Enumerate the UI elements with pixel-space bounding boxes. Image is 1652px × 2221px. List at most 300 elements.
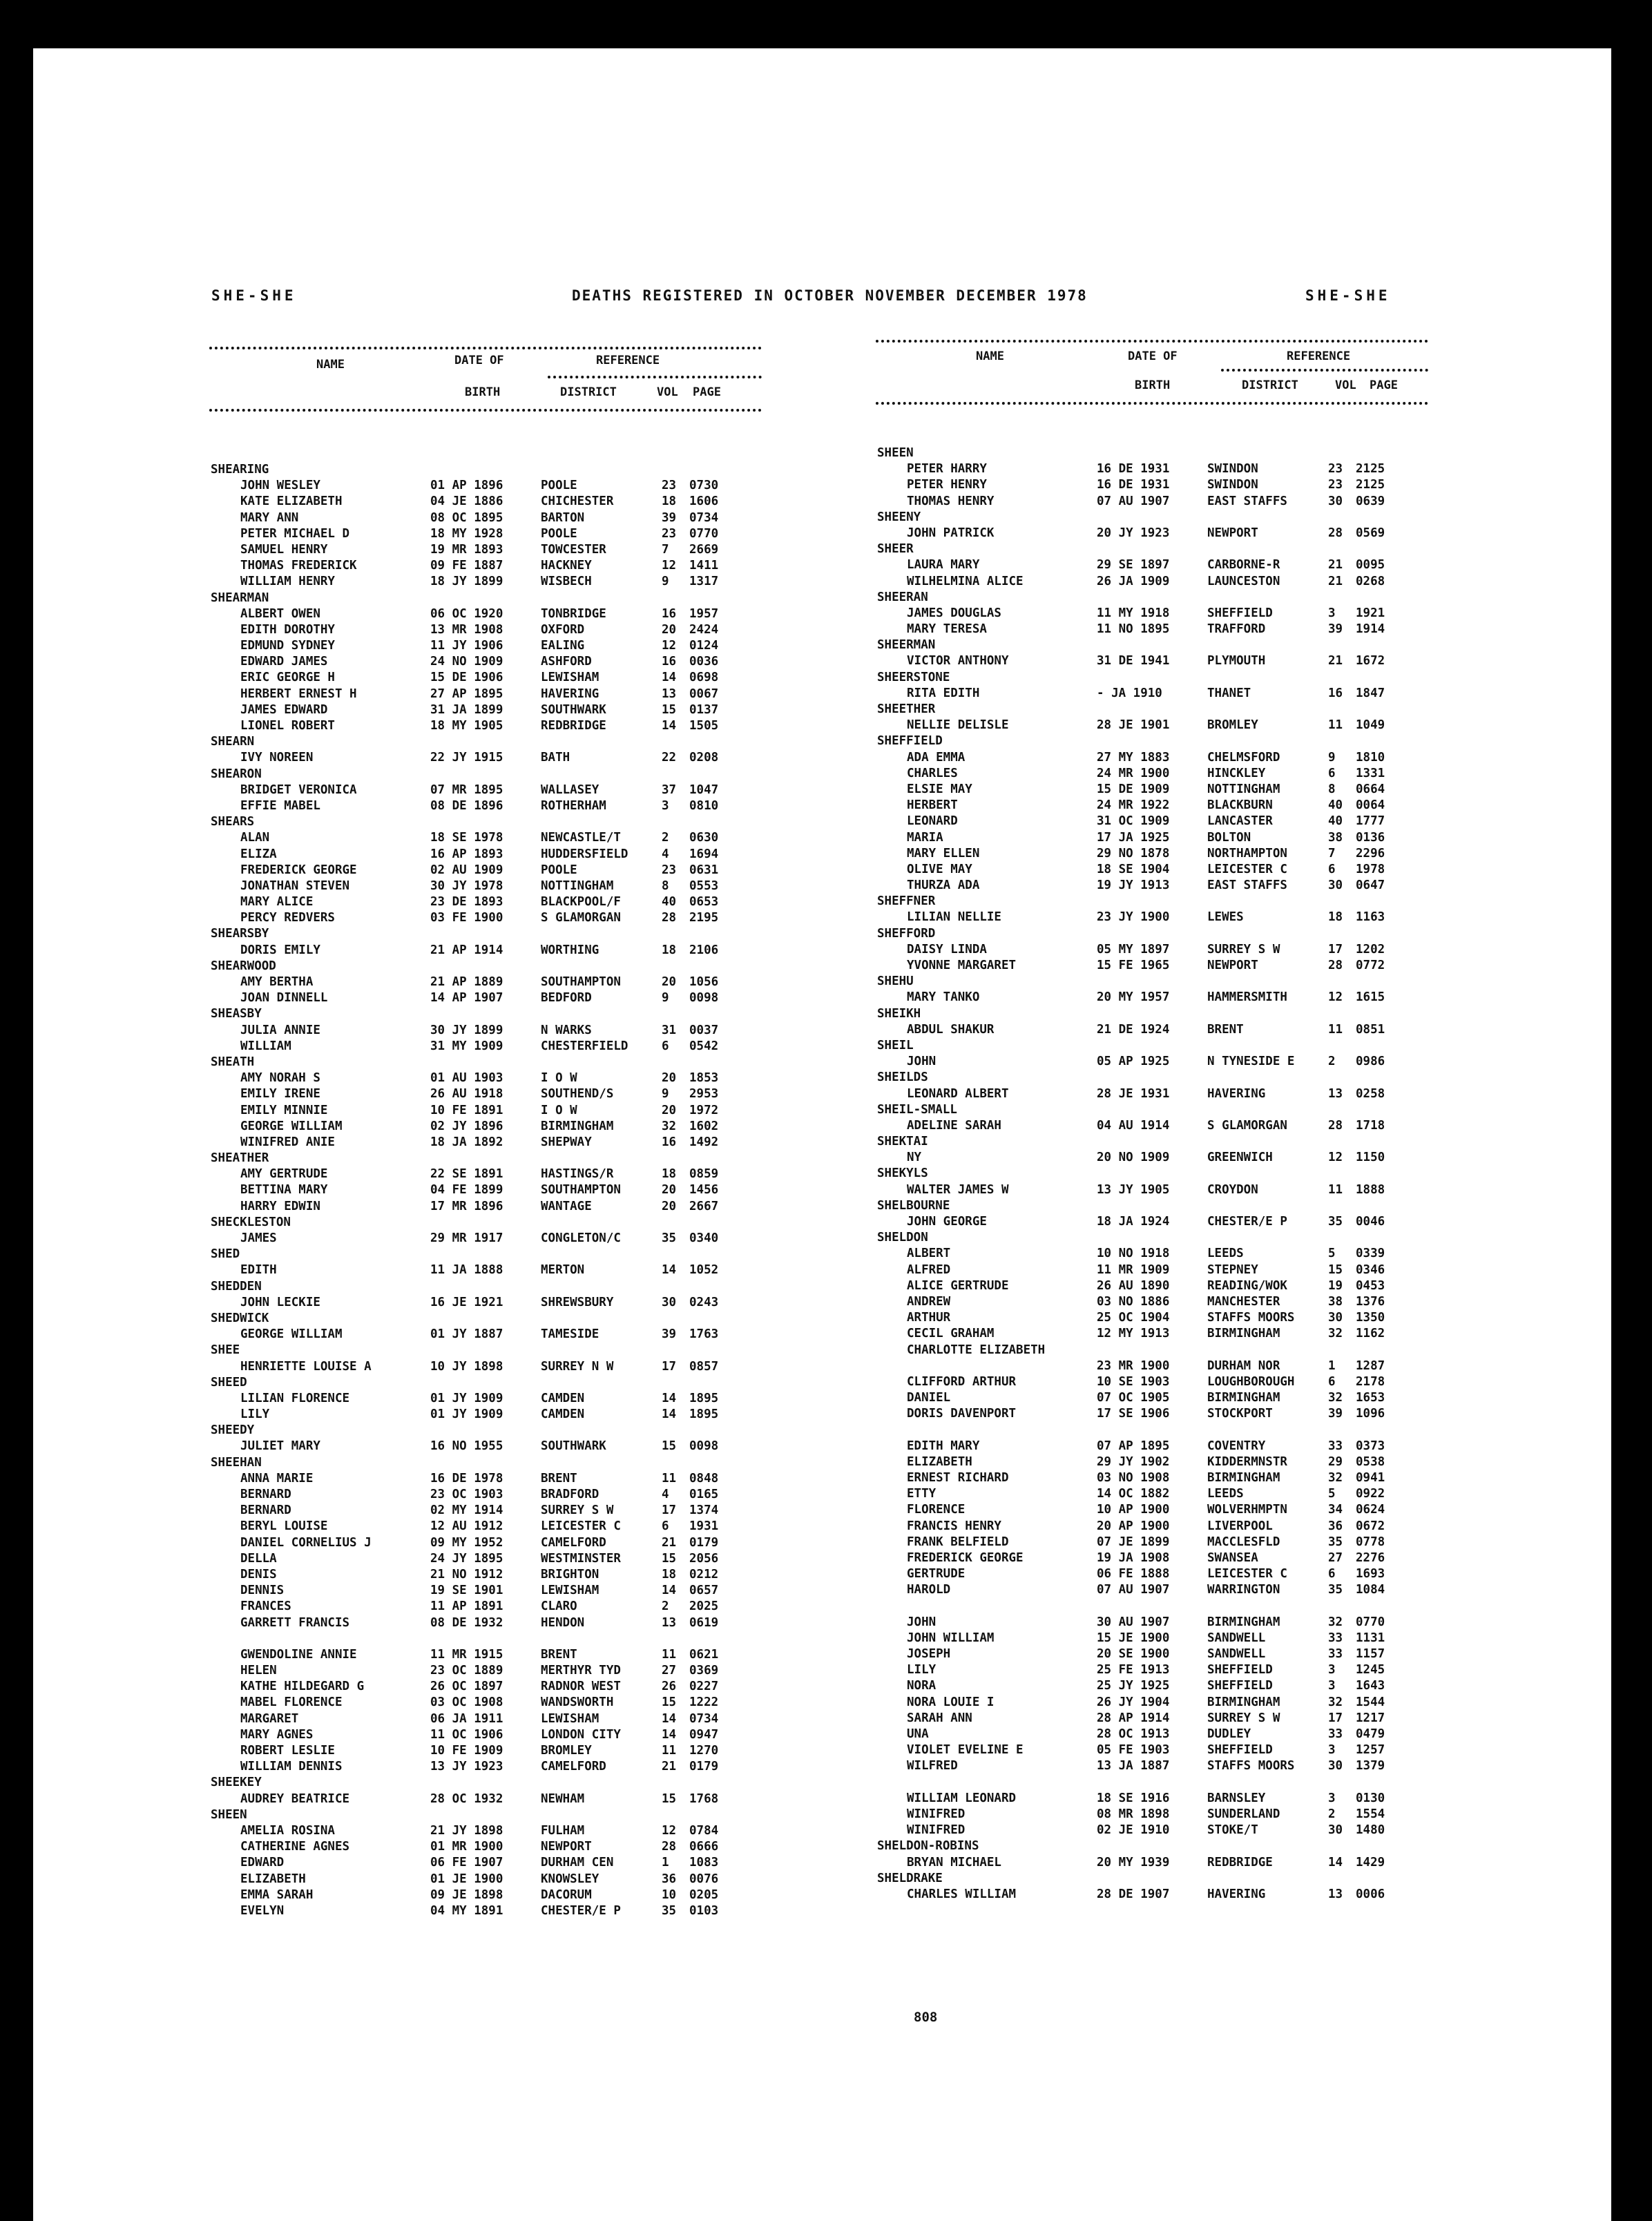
page-ref: 1847: [1356, 686, 1385, 700]
district: CONGLETON/C: [541, 1231, 621, 1245]
volume: 21: [1328, 558, 1343, 573]
surname-heading: [209, 1376, 762, 1392]
page-ref: 0046: [1356, 1215, 1385, 1229]
surname-heading: [876, 590, 1428, 606]
date-of-birth: 29 NO 1878: [1097, 846, 1170, 860]
page-ref: 0076: [689, 1872, 719, 1886]
date-of-birth: 10 JY 1898: [430, 1359, 503, 1374]
forenames: EDITH DOROTHY: [240, 622, 335, 637]
date-of-birth: 16 AP 1893: [430, 847, 503, 861]
entry-row: [876, 1471, 1428, 1487]
entry-row: [209, 1488, 762, 1503]
entry-row: [209, 1023, 762, 1039]
date-of-birth: 11 MR 1909: [1097, 1262, 1170, 1277]
forenames: ADA EMMA: [907, 750, 966, 765]
page-ref: 0859: [689, 1167, 719, 1182]
surname-heading: [876, 1872, 1428, 1887]
header-district: DISTRICT: [1242, 378, 1298, 392]
volume: 15: [662, 1439, 677, 1454]
page-ref: 0630: [689, 831, 719, 845]
surname-heading: [209, 1247, 762, 1263]
volume: 40: [1328, 814, 1343, 829]
page-ref: 0538: [1356, 1454, 1385, 1469]
volume: 32: [1328, 1615, 1343, 1629]
volume: 3: [1328, 1679, 1336, 1693]
forenames: THOMAS FREDERICK: [240, 559, 357, 573]
district: NOTTINGHAM: [541, 878, 614, 893]
date-of-birth: 05 FE 1903: [1097, 1743, 1170, 1758]
date-of-birth: 01 MR 1900: [430, 1840, 503, 1854]
forenames: EMILY MINNIE: [240, 1103, 328, 1117]
date-of-birth: 31 DE 1941: [1097, 654, 1170, 669]
header-name: NAME: [316, 358, 345, 372]
forenames: DAISY LINDA: [907, 942, 987, 956]
district: TONBRIDGE: [541, 606, 606, 621]
district: SOUTHAMPTON: [541, 975, 621, 989]
surname: SHEERAN: [877, 590, 928, 604]
entry-row: [209, 1856, 762, 1872]
surname: SHEDDEN: [211, 1279, 262, 1294]
volume: 11: [662, 1647, 677, 1662]
district: CARBORNE-R: [1207, 558, 1280, 573]
volume: 32: [1328, 1391, 1343, 1405]
date-of-birth: 18 JA 1892: [430, 1135, 503, 1149]
district: SHEFFIELD: [1207, 1679, 1273, 1693]
surname-heading: [209, 1311, 762, 1327]
forenames: WILLIAM: [240, 1039, 291, 1053]
page-ref: 0619: [689, 1615, 719, 1630]
district: BRENT: [541, 1471, 577, 1486]
surname-heading: [876, 1839, 1428, 1855]
forenames: MABEL FLORENCE: [240, 1695, 343, 1710]
district: WOLVERHMPTN: [1207, 1503, 1287, 1517]
district: LOUGHBOROUGH: [1207, 1374, 1295, 1389]
entry-row: [209, 1407, 762, 1423]
page-ref: 1157: [1356, 1647, 1385, 1662]
volume: 30: [1328, 494, 1343, 508]
page-ref: 1456: [689, 1183, 719, 1198]
date-of-birth: 03 NO 1886: [1097, 1294, 1170, 1309]
district: FULHAM: [541, 1823, 585, 1838]
district: NEWHAM: [541, 1791, 585, 1806]
entry-row: [209, 911, 762, 927]
entry-row: [209, 1392, 762, 1407]
surname: SHEARS: [211, 815, 255, 829]
surname-heading: [209, 1151, 762, 1167]
entry-row: [876, 1567, 1428, 1583]
district: REDBRIDGE: [541, 719, 606, 733]
forenames: GERTRUDE: [907, 1567, 966, 1581]
forenames: GEORGE WILLIAM: [240, 1119, 343, 1133]
entry-row: [209, 559, 762, 575]
forenames: JOHN: [907, 1615, 937, 1629]
district: TAMESIDE: [541, 1327, 599, 1342]
surname-heading: [876, 1231, 1428, 1247]
forenames: ANDREW: [907, 1294, 951, 1309]
forenames: WINIFRED: [907, 1807, 966, 1821]
district: MERTON: [541, 1263, 585, 1278]
forenames: LIONEL ROBERT: [240, 719, 335, 733]
forenames: BRIDGET VERONICA: [240, 782, 357, 797]
district: HUDDERSFIELD: [541, 847, 628, 861]
entry-row: [876, 1759, 1428, 1775]
surname-heading: [876, 927, 1428, 943]
entry-row: [876, 1407, 1428, 1423]
district: HACKNEY: [541, 559, 592, 573]
surname-heading: [876, 1070, 1428, 1086]
date-of-birth: 11 JY 1906: [430, 639, 503, 653]
date-of-birth: 18 MY 1928: [430, 526, 503, 541]
forenames: EMMA SARAH: [240, 1887, 314, 1902]
page-ref: 1888: [1356, 1182, 1385, 1197]
forenames: RITA EDITH: [907, 686, 980, 700]
date-of-birth: 26 OC 1897: [430, 1680, 503, 1694]
forenames: PETER MICHAEL D: [240, 526, 350, 541]
entry-row: [876, 1807, 1428, 1823]
surname-heading: [876, 446, 1428, 462]
district: WORTHING: [541, 943, 599, 957]
date-of-birth: 23 OC 1889: [430, 1664, 503, 1678]
district: BATH: [541, 751, 570, 765]
surname: SHECKLESTON: [211, 1215, 291, 1229]
entry-row: [209, 1472, 762, 1488]
entry-row: [209, 1167, 762, 1183]
district: BRIGHTON: [541, 1567, 599, 1581]
date-of-birth: 07 AU 1907: [1097, 494, 1170, 508]
scan-edge-mark: [0, 283, 12, 366]
surname: SHEARING: [211, 463, 269, 477]
page-ref: 0098: [689, 1439, 719, 1454]
forenames: CATHERINE AGNES: [240, 1840, 350, 1854]
page-ref: 1163: [1356, 910, 1385, 925]
page-number: 808: [914, 2010, 938, 2025]
date-of-birth: 31 JA 1899: [430, 702, 503, 717]
surname-heading: [876, 734, 1428, 750]
page-ref: 0772: [1356, 959, 1385, 972]
surname-heading: [209, 735, 762, 751]
volume: 9: [662, 1087, 669, 1102]
surname-heading: [209, 1776, 762, 1791]
page-ref: 1602: [689, 1119, 719, 1133]
page-ref: 0770: [1356, 1615, 1385, 1629]
volume: 14: [662, 1391, 677, 1405]
surname-heading: [876, 638, 1428, 654]
date-of-birth: 28 OC 1932: [430, 1791, 503, 1806]
volume: 12: [1328, 1151, 1343, 1165]
volume: 11: [662, 1471, 677, 1486]
forenames: THURZA ADA: [907, 878, 980, 893]
entry-row: [876, 1679, 1428, 1695]
forenames: MARY ALICE: [240, 895, 314, 910]
district: SHEPWAY: [541, 1135, 592, 1149]
entry-row: [876, 814, 1428, 830]
forenames: KATE ELIZABETH: [240, 494, 343, 509]
entry-row: [209, 543, 762, 559]
district: REDBRIDGE: [1207, 1855, 1273, 1869]
forenames: GEORGE WILLIAM: [240, 1327, 343, 1342]
forenames: WILFRED: [907, 1759, 958, 1773]
surname: SHEARON: [211, 767, 262, 781]
district: LEWISHAM: [541, 671, 599, 685]
date-of-birth: 02 JY 1896: [430, 1119, 503, 1133]
entry-row: [876, 1119, 1428, 1135]
district: HINCKLEY: [1207, 766, 1266, 780]
entry-row: [876, 1663, 1428, 1679]
page-ref: 1505: [689, 719, 719, 733]
page-ref: 2125: [1356, 478, 1385, 492]
page-ref: 2178: [1356, 1374, 1385, 1389]
date-of-birth: 18 JY 1899: [430, 575, 503, 589]
page-ref: 0851: [1356, 1022, 1385, 1037]
header-reference: REFERENCE: [1287, 349, 1351, 363]
surname-heading: [876, 510, 1428, 526]
district: SOUTHAMPTON: [541, 1183, 621, 1198]
surname-heading: [876, 974, 1428, 990]
volume: 12: [662, 559, 677, 573]
entry-row: [876, 1519, 1428, 1535]
volume: 5: [1328, 1247, 1336, 1261]
entry-row: [876, 1439, 1428, 1455]
entry-row: [876, 575, 1428, 590]
date-of-birth: 17 SE 1906: [1097, 1407, 1170, 1421]
page-ref: 0098: [689, 991, 719, 1006]
district: CHELMSFORD: [1207, 750, 1280, 765]
district: SANDWELL: [1207, 1647, 1266, 1662]
district: CAMDEN: [541, 1407, 585, 1422]
forenames: ABDUL SHAKUR: [907, 1022, 995, 1037]
volume: 36: [1328, 1519, 1343, 1533]
volume: 35: [1328, 1535, 1343, 1549]
date-of-birth: 13 JA 1887: [1097, 1759, 1170, 1773]
district: GREENWICH: [1207, 1151, 1273, 1165]
entry-row: [209, 1744, 762, 1760]
date-of-birth: 07 AP 1895: [1097, 1439, 1170, 1453]
surname-heading: [209, 463, 762, 479]
volume: 33: [1328, 1631, 1343, 1645]
date-of-birth: 11 AP 1891: [430, 1599, 503, 1614]
page-ref: 0734: [689, 510, 719, 525]
forenames: WALTER JAMES W: [907, 1182, 1009, 1197]
surname: SHEEN: [877, 446, 914, 460]
district: SWINDON: [1207, 478, 1258, 492]
page-ref: 1052: [689, 1263, 719, 1278]
date-of-birth: 16 DE 1978: [430, 1471, 503, 1486]
entry-row: [209, 1680, 762, 1695]
forenames: DORIS DAVENPORT: [907, 1407, 1017, 1421]
district: LAUNCESTON: [1207, 574, 1280, 588]
surname-heading: [209, 1215, 762, 1231]
date-of-birth: 13 JY 1923: [430, 1760, 503, 1774]
forenames: GARRETT FRANCIS: [240, 1615, 350, 1630]
page-ref: 0666: [689, 1840, 719, 1854]
volume: 8: [1328, 782, 1336, 796]
page-ref: 0453: [1356, 1278, 1385, 1293]
district: DURHAM NOR: [1207, 1358, 1280, 1373]
date-of-birth: 23 JY 1900: [1097, 910, 1170, 925]
page-ref: 1379: [1356, 1759, 1385, 1773]
date-of-birth: 09 MY 1952: [430, 1535, 503, 1550]
date-of-birth: 07 JE 1899: [1097, 1535, 1170, 1549]
entry-row: [209, 1135, 762, 1151]
page-ref: 1777: [1356, 814, 1385, 829]
date-of-birth: 19 MR 1893: [430, 542, 503, 557]
page-ref: 1096: [1356, 1407, 1385, 1421]
forenames: ALICE GERTRUDE: [907, 1278, 1009, 1293]
volume: 6: [1328, 766, 1336, 780]
page-ref: 1544: [1356, 1695, 1385, 1709]
entry-row: [876, 943, 1428, 959]
entry-row: [876, 462, 1428, 478]
entry-row: [876, 1535, 1428, 1551]
forenames: LEONARD: [907, 814, 958, 829]
page-ref: 0639: [1356, 494, 1385, 508]
forenames: JOHN GEORGE: [907, 1215, 987, 1229]
index-range-left: SHE-SHE: [211, 287, 297, 304]
district: SHEFFIELD: [1207, 606, 1273, 620]
date-of-birth: 29 JY 1902: [1097, 1454, 1170, 1469]
date-of-birth: 13 JY 1905: [1097, 1182, 1170, 1197]
date-of-birth: 02 AU 1909: [430, 863, 503, 877]
date-of-birth: 11 NO 1895: [1097, 622, 1170, 637]
header-page: PAGE: [1370, 378, 1398, 392]
date-of-birth: 08 MR 1898: [1097, 1807, 1170, 1821]
entry-row: [876, 718, 1428, 734]
forenames: ALFRED: [907, 1262, 951, 1277]
district: CROYDON: [1207, 1182, 1258, 1197]
surname: SHEIL: [877, 1038, 914, 1052]
volume: 6: [662, 1519, 669, 1534]
date-of-birth: 23 OC 1903: [430, 1488, 503, 1501]
date-of-birth: 15 JE 1900: [1097, 1631, 1170, 1645]
surname-heading: [209, 1423, 762, 1439]
page-ref: 1643: [1356, 1679, 1385, 1693]
page-ref: 0212: [689, 1567, 719, 1581]
page-ref: 1374: [689, 1503, 719, 1518]
left-column: [209, 340, 762, 1920]
district: LEICESTER C: [1207, 1567, 1287, 1581]
date-of-birth: 12 MY 1913: [1097, 1327, 1170, 1341]
page-ref: 1317: [689, 575, 719, 589]
volume: 23: [1328, 478, 1343, 492]
district: PLYMOUTH: [1207, 654, 1266, 669]
district: BRADFORD: [541, 1488, 599, 1501]
surname: SHEED: [211, 1375, 247, 1390]
entry-row: [209, 639, 762, 655]
surname: SHEILDS: [877, 1070, 928, 1085]
entry-row: [209, 1071, 762, 1087]
page-ref: 0227: [689, 1680, 719, 1694]
volume: 11: [1328, 1182, 1343, 1197]
volume: 3: [1328, 1743, 1336, 1758]
district: POOLE: [541, 863, 577, 877]
date-of-birth: 04 AU 1914: [1097, 1118, 1170, 1133]
district: LEICESTER C: [541, 1519, 621, 1534]
forenames: DORIS EMILY: [240, 943, 320, 957]
date-of-birth: 10 FE 1891: [430, 1103, 503, 1117]
page-ref: 0569: [1356, 526, 1385, 540]
page-ref: 1047: [689, 782, 719, 797]
volume: 18: [662, 1167, 677, 1182]
volume: 6: [662, 1039, 669, 1053]
page-ref: 0036: [689, 655, 719, 669]
date-of-birth: 18 SE 1916: [1097, 1791, 1170, 1805]
forenames: NORA: [907, 1679, 937, 1693]
forenames: LILY: [240, 1407, 270, 1422]
surname-heading: [876, 1135, 1428, 1151]
page-ref: 1554: [1356, 1807, 1385, 1821]
date-of-birth: 19 JA 1908: [1097, 1550, 1170, 1565]
forenames: AMY BERTHA: [240, 975, 314, 989]
volume: 28: [662, 1840, 677, 1854]
date-of-birth: 01 AU 1903: [430, 1071, 503, 1086]
volume: 27: [1328, 1550, 1343, 1565]
forenames: SARAH ANN: [907, 1711, 972, 1725]
entry-row: [876, 751, 1428, 767]
page-ref: 1718: [1356, 1118, 1385, 1133]
page-ref: 1480: [1356, 1823, 1385, 1838]
district: BOLTON: [1207, 830, 1251, 845]
page-ref: 0922: [1356, 1487, 1385, 1501]
entry-row: [209, 831, 762, 847]
page-ref: 1287: [1356, 1358, 1385, 1373]
header-birth: BIRTH: [1135, 378, 1171, 392]
district: HAVERING: [541, 686, 599, 701]
header-date-of: DATE OF: [454, 354, 504, 367]
volume: 35: [662, 1903, 677, 1918]
district: LEEDS: [1207, 1487, 1244, 1501]
date-of-birth: 14 OC 1882: [1097, 1487, 1170, 1501]
volume: 16: [662, 606, 677, 621]
entry-row: [876, 1823, 1428, 1839]
date-of-birth: 08 DE 1896: [430, 798, 503, 813]
volume: 15: [662, 1551, 677, 1566]
date-of-birth: 02 MY 1914: [430, 1503, 503, 1518]
district: BROMLEY: [541, 1744, 592, 1758]
forenames: PETER HENRY: [907, 478, 987, 492]
entry-row: [876, 782, 1428, 798]
date-of-birth: 30 AU 1907: [1097, 1615, 1170, 1629]
page-ref: 1693: [1356, 1567, 1385, 1581]
date-of-birth: 05 AP 1925: [1097, 1055, 1170, 1069]
date-of-birth: 06 JA 1911: [430, 1711, 503, 1726]
date-of-birth: 11 JA 1888: [430, 1263, 503, 1278]
page-ref: 0848: [689, 1471, 719, 1486]
page-ref: 1245: [1356, 1663, 1385, 1677]
district: LIVERPOOL: [1207, 1519, 1273, 1533]
date-of-birth: 30 JY 1978: [430, 878, 503, 893]
forenames: AMY NORAH S: [240, 1071, 320, 1086]
volume: 39: [1328, 1407, 1343, 1421]
entry-row: [209, 1119, 762, 1135]
date-of-birth: 23 DE 1893: [430, 895, 503, 910]
volume: 16: [662, 1135, 677, 1149]
entry-row: [876, 1455, 1428, 1471]
page-ref: 0947: [689, 1727, 719, 1742]
date-of-birth: 01 JE 1900: [430, 1872, 503, 1886]
page-ref: 0369: [689, 1664, 719, 1678]
page-ref: 0986: [1356, 1055, 1385, 1069]
date-of-birth: 31 OC 1909: [1097, 814, 1170, 829]
date-of-birth: 20 MY 1957: [1097, 990, 1170, 1005]
entry-row: [876, 798, 1428, 814]
surname: SHELDON: [877, 1231, 928, 1245]
date-of-birth: 28 JE 1901: [1097, 718, 1170, 733]
page-ref: 2276: [1356, 1550, 1385, 1565]
forenames: ALAN: [240, 831, 270, 845]
page-ref: 1150: [1356, 1151, 1385, 1165]
page-ref: 0205: [689, 1887, 719, 1902]
date-of-birth: 16 NO 1955: [430, 1439, 503, 1454]
